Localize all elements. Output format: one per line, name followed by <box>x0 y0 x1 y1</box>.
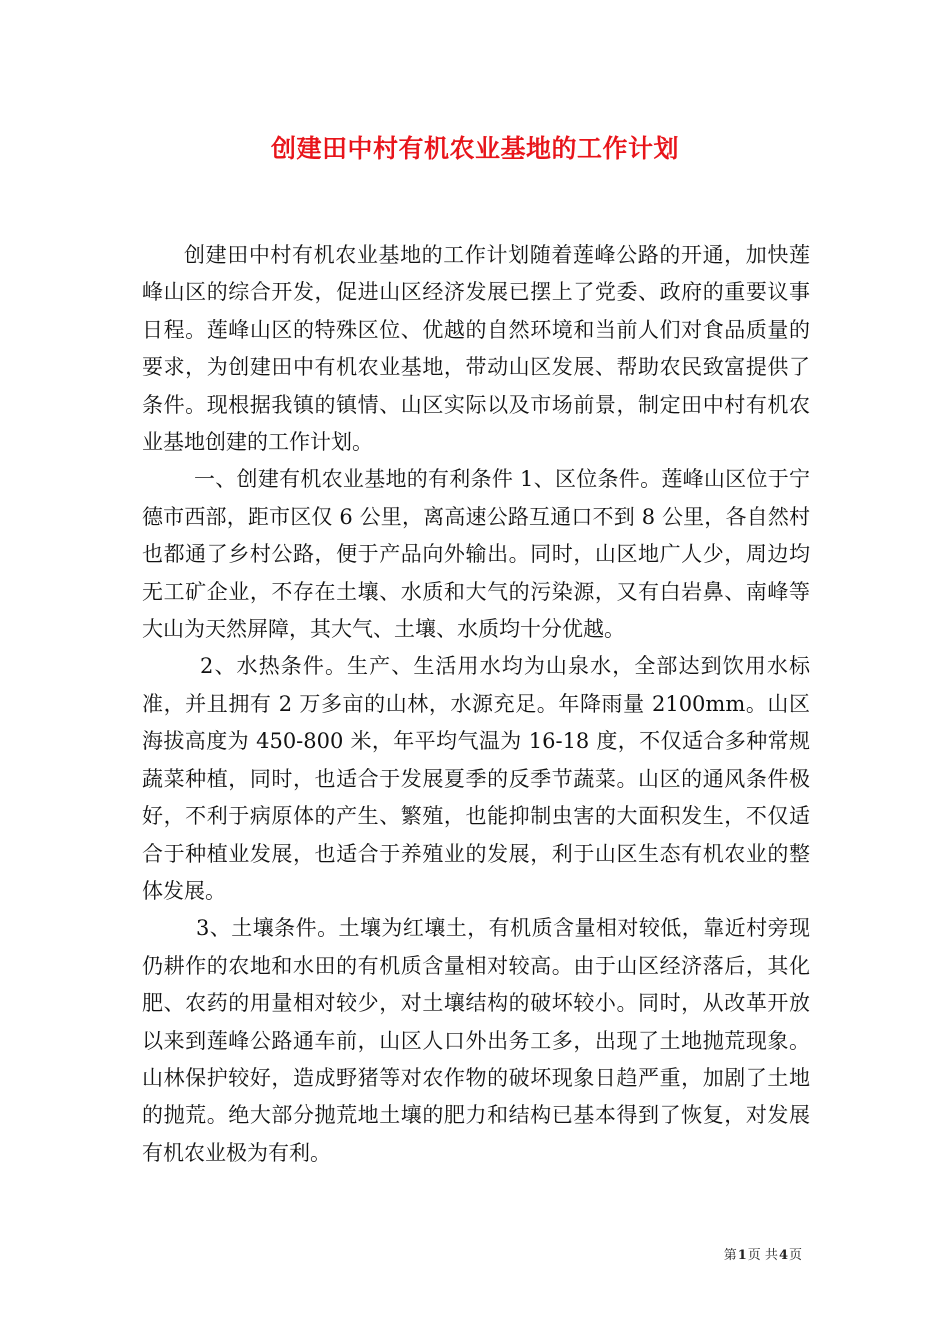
footer-suffix: 页 <box>788 1248 802 1263</box>
paragraph-soil-conditions: 3、土壤条件。土壤为红壤土，有机质含量相对较低，靠近村旁现仍耕作的农地和水田的有机质含量相对较高。由于山区经济落后，其化肥、农药的用量相对较少，对土壤结构的破坏较小。同时，从改革开放以来到莲峰公路通车前，山区人口外出务工多，出现了土地抛荒现象。山林保护较好，造成野猪等对农作物的破坏现象日趋严重，加剧了土地的抛荒。绝大部分抛荒地土壤的肥力和结构已基本得到了恢复，对发展有机农业极为有利。 <box>142 916 810 1165</box>
footer-total-pages: 4 <box>778 1248 788 1263</box>
footer-middle: 页 共 <box>747 1248 778 1263</box>
document-title: 创建田中村有机农业基地的工作计划 <box>270 134 679 163</box>
paragraph-intro: 创建田中村有机农业基地的工作计划随着莲峰公路的开通，加快莲峰山区的综合开发，促进山区经济发展已摆上了党委、政府的重要议事日程。莲峰山区的特殊区位、优越的自然环境和当前人们对食品质量的要求，为创建田中有机农业基地，带动山区发展、帮助农民致富提供了条件。现根据我镇的镇情、山区实际以及市场前景，制定田中村有机农业基地创建的工作计划。 <box>142 243 810 455</box>
paragraph-water-heat-conditions: 2、水热条件。生产、生活用水均为山泉水，全部达到饮用水标准，并且拥有 2 万多亩的山林，水源充足。年降雨量 2100mm。山区海拔高度为 450-800 米，年平均气温为 16-18 度，不仅适合多种常规蔬菜种植，同时，也适合于发展夏季的反季节蔬菜。山区的通风条件极好，不利于病原体的产生、繁殖，也能抑制虫害的大面积发生，不仅适合于种植业发展，也适合于养殖业的发展，利于山区生态有机农业的整体发展。 <box>142 654 810 903</box>
document-body <box>142 237 810 1172</box>
footer-page-number: 1 <box>737 1248 747 1263</box>
page-number-footer <box>724 1247 802 1265</box>
paragraph-location-conditions: 一、创建有机农业基地的有利条件 1、区位条件。莲峰山区位于宁德市西部，距市区仅 6 公里，离高速公路互通口不到 8 公里，各自然村也都通了乡村公路，便于产品向外输出。同时，山区地广人少，周边均无工矿企业，不存在土壤、水质和大气的污染源，又有白岩鼻、南峰等大山为天然屏障，其大气、土壤、水质均十分优越。 <box>142 467 810 642</box>
footer-prefix: 第 <box>723 1248 737 1263</box>
